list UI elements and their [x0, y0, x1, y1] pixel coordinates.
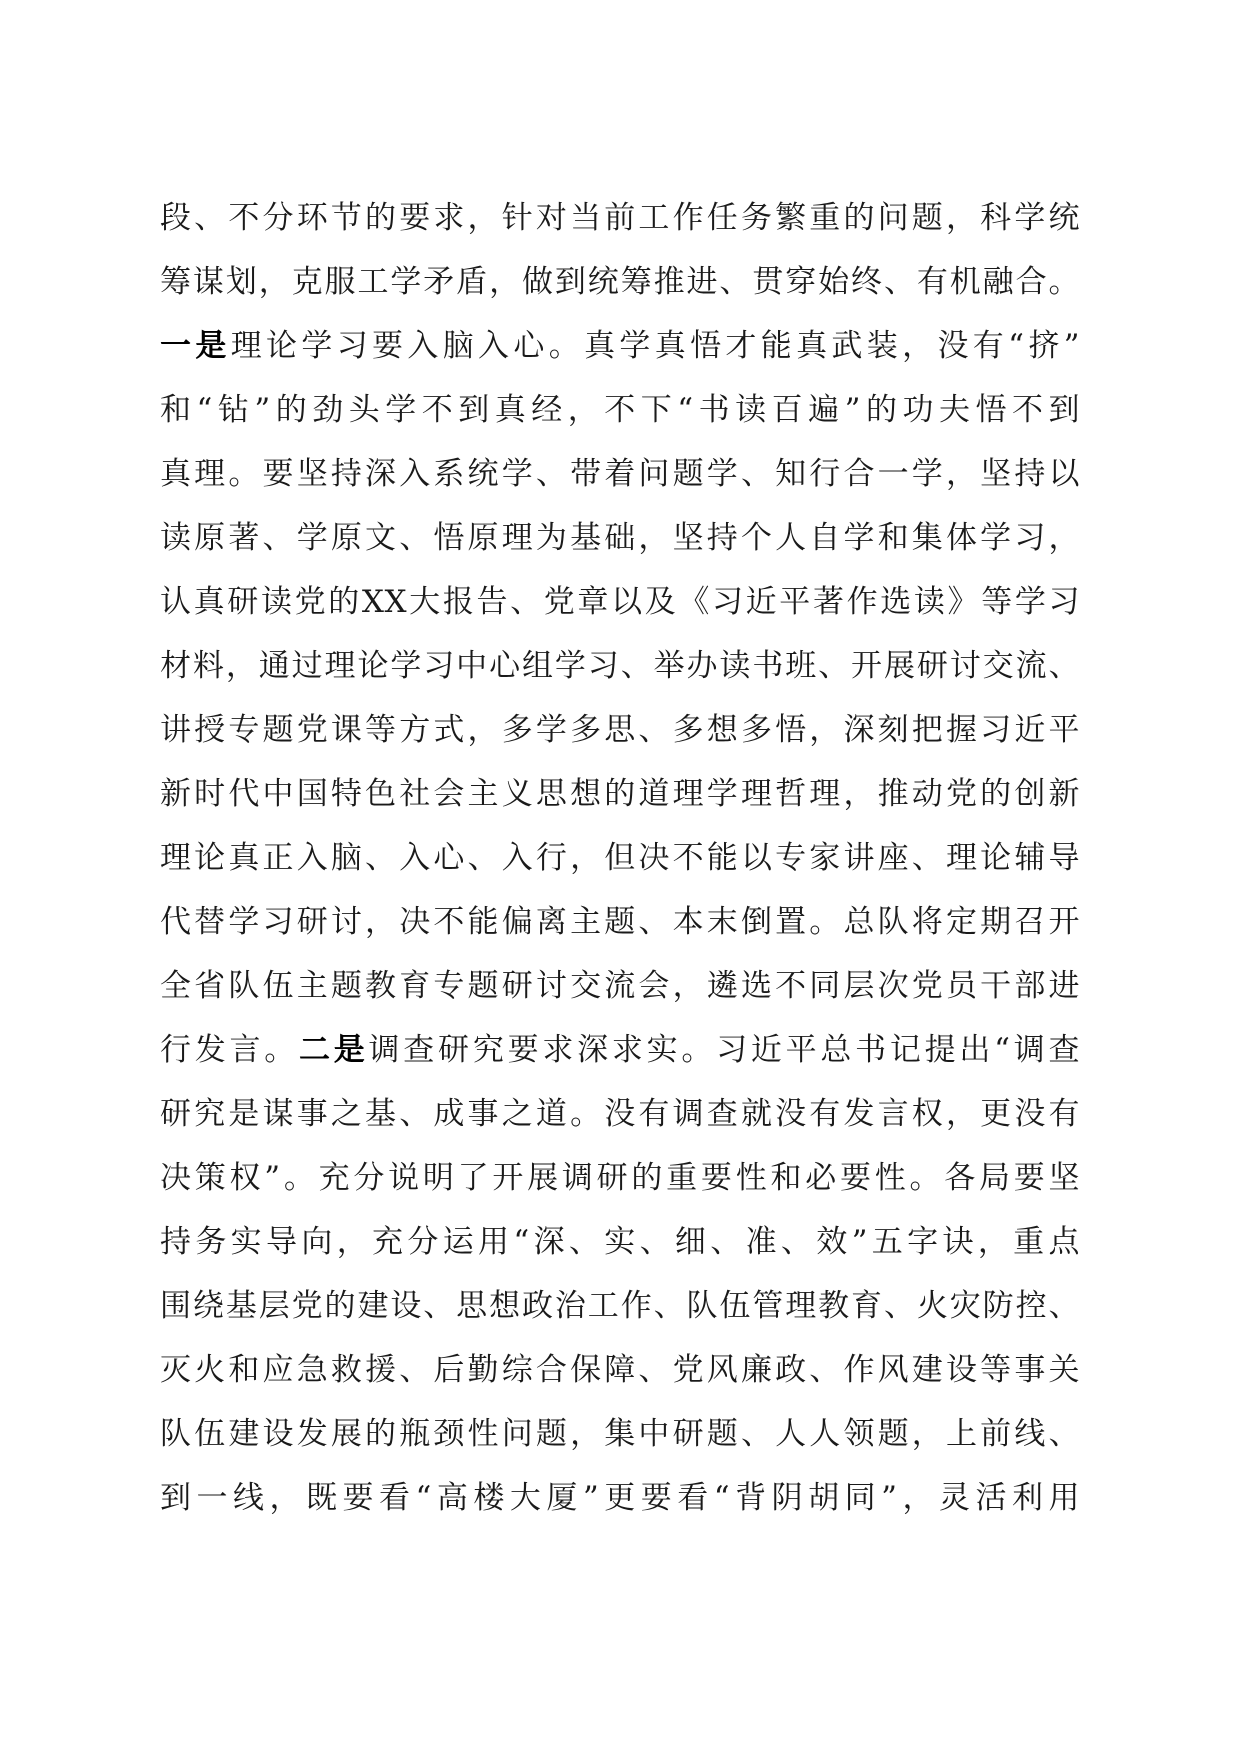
text-line — [160, 1466, 1080, 1530]
text-line — [160, 1146, 1080, 1210]
text-line — [160, 762, 1080, 826]
text-line — [160, 1402, 1080, 1466]
text-line — [160, 1018, 1080, 1082]
text-line — [160, 250, 1080, 314]
text-line — [160, 954, 1080, 1018]
text-line — [160, 1082, 1080, 1146]
emphasis-text: 一是 — [160, 328, 231, 364]
line-text: 材料，通过理论学习中心组学习、举办读书班、开展研讨交流、 — [160, 648, 1080, 684]
line-text: 决策权”。充分说明了开展调研的重要性和必要性。各局要坚 — [160, 1160, 1080, 1196]
text-line — [160, 1338, 1080, 1402]
text-line — [160, 314, 1080, 378]
text-line — [160, 1274, 1080, 1338]
text-line — [160, 186, 1080, 250]
line-text: 新时代中国特色社会主义思想的道理学理哲理，推动党的创新 — [160, 776, 1080, 812]
line-text: 持务实导向，充分运用“深、实、细、准、效”五字诀，重点 — [160, 1224, 1080, 1260]
line-text: 队伍建设发展的瓶颈性问题，集中研题、人人领题，上前线、 — [160, 1416, 1080, 1452]
text-line — [160, 1210, 1080, 1274]
line-text: 调查研究要求深求实。习近平总书记提出“调查 — [368, 1032, 1080, 1068]
line-text: 全省队伍主题教育专题研讨交流会，遴选不同层次党员干部进 — [160, 968, 1080, 1004]
emphasis-text: 二是 — [299, 1032, 369, 1068]
line-text: 围绕基层党的建设、思想政治工作、队伍管理教育、火灾防控、 — [160, 1288, 1080, 1324]
text-line — [160, 634, 1080, 698]
line-text: 研究是谋事之基、成事之道。没有调查就没有发言权，更没有 — [160, 1096, 1080, 1132]
line-text: 和“钻”的劲头学不到真经，不下“书读百遍”的功夫悟不到 — [160, 392, 1080, 428]
line-text: 代替学习研讨，决不能偏离主题、本末倒置。总队将定期召开 — [160, 904, 1080, 940]
line-text: 真理。要坚持深入系统学、带着问题学、知行合一学，坚持以 — [160, 456, 1080, 492]
text-line — [160, 506, 1080, 570]
body-text — [160, 186, 1080, 1530]
text-line — [160, 826, 1080, 890]
line-text: 筹谋划，克服工学矛盾，做到统筹推进、贯穿始终、有机融合。 — [160, 264, 1080, 300]
line-text: 读原著、学原文、悟原理为基础，坚持个人自学和集体学习， — [160, 520, 1080, 556]
line-text: 行发言。 — [160, 1032, 300, 1068]
line-text: 段、不分环节的要求，针对当前工作任务繁重的问题，科学统 — [160, 200, 1080, 236]
line-text: 到一线，既要看“高楼大厦”更要看“背阴胡同”，灵活利用 — [160, 1480, 1080, 1516]
text-line — [160, 570, 1080, 634]
text-line — [160, 890, 1080, 954]
text-line — [160, 378, 1080, 442]
line-text: 讲授专题党课等方式，多学多思、多想多悟，深刻把握习近平 — [160, 712, 1080, 748]
line-text: 认真研读党的XX大报告、党章以及《习近平著作选读》等学习 — [160, 584, 1080, 620]
line-text: 理论学习要入脑入心。真学真悟才能真武装，没有“挤” — [230, 328, 1080, 364]
text-line — [160, 698, 1080, 762]
line-text: 理论真正入脑、入心、入行，但决不能以专家讲座、理论辅导 — [160, 840, 1080, 876]
line-text: 灭火和应急救援、后勤综合保障、党风廉政、作风建设等事关 — [160, 1352, 1080, 1388]
text-line — [160, 442, 1080, 506]
